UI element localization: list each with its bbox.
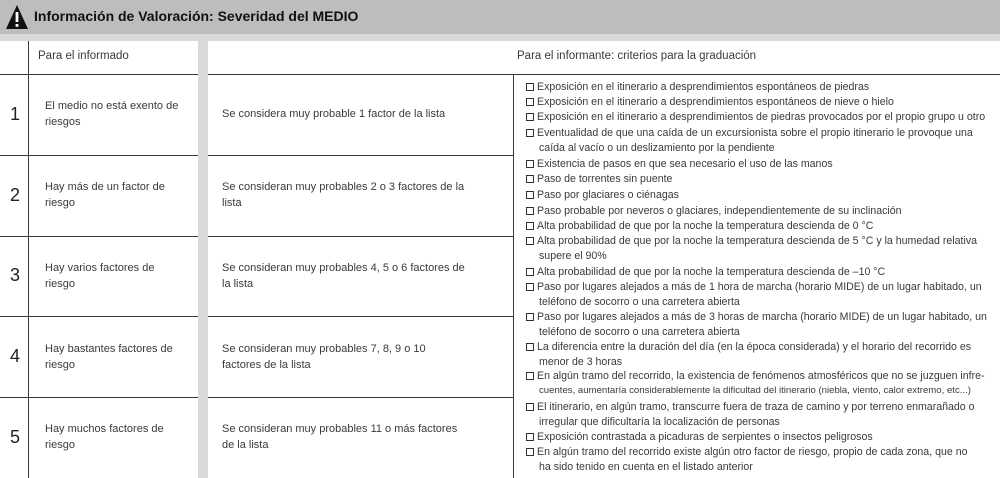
row-divider [0,397,198,398]
criterion-item[interactable]: Paso por lugares alejados a más de 3 horas de marcha (horario MIDE) de un lugar habitado, un teléfono de socorro o una carretera abierta [526,310,998,340]
criterion-item[interactable]: El itinerario, en algún tramo, transcurre fuera de traza de camino y por terreno enmarañado o irregular que dificultaría la localización de personas [526,400,998,430]
level-description: Hay bastantes factores de riesgo [45,343,173,371]
criterion-item[interactable]: Alta probabilidad de que por la noche la temperatura descienda de –10 °C [526,265,998,280]
row-divider [208,236,513,237]
checkbox-icon[interactable] [526,222,534,230]
level-description: Hay muchos factores de riesgo [45,423,164,451]
criteria-column-divider [513,74,514,478]
level-description: Hay más de un factor de riesgo [45,181,165,209]
checkbox-icon[interactable] [526,160,534,168]
checkbox-icon[interactable] [526,191,534,199]
header-divider-right [208,74,1000,75]
criterion-item[interactable]: Alta probabilidad de que por la noche la temperatura descienda de 0 °C [526,219,998,234]
criterion-item[interactable]: Paso de torrentes sin puente [526,172,998,187]
row-divider [208,155,513,156]
checkbox-icon[interactable] [526,372,534,380]
level-rule: Se consideran muy probables 7, 8, 9 o 10 factores de la lista [222,343,426,371]
level-rule: Se consideran muy probables 4, 5 o 6 factores de la lista [222,262,465,290]
page-header [0,0,1000,34]
checkbox-icon[interactable] [526,283,534,291]
criterion-item[interactable]: Exposición en el itinerario a desprendimientos espontáneos de piedras [526,80,998,95]
checkbox-icon[interactable] [526,268,534,276]
criterion-item[interactable]: Alta probabilidad de que por la noche la temperatura descienda de 5 °C y la humedad relativa supere el 90% [526,234,998,264]
level-description: El medio no está exento de riesgos [45,100,179,128]
level-number: 4 [10,346,21,366]
checkbox-icon[interactable] [526,237,534,245]
checkbox-icon[interactable] [526,448,534,456]
checkbox-icon[interactable] [526,343,534,351]
page-title: Información de Valoración: Severidad del MEDIO [34,8,359,24]
level-rule: Se consideran muy probables 2 o 3 factores de la lista [222,181,465,209]
column-header-informed: Para el informado [38,50,129,62]
level-column-divider [28,41,29,478]
checkbox-icon[interactable] [526,113,534,121]
criterion-item[interactable]: Paso por glaciares o ciénagas [526,188,998,203]
row-divider [0,155,198,156]
header-divider-left [0,74,198,75]
row-divider [0,236,198,237]
row-divider [0,316,198,317]
criterion-item[interactable]: Existencia de pasos en que sea necesario el uso de las manos [526,157,998,172]
criterion-item[interactable]: La diferencia entre la duración del día (en la época considerada) y el horario del recorrido es menor de 3 horas [526,340,998,370]
level-number: 3 [10,265,21,285]
criterion-item[interactable]: Exposición en el itinerario a desprendimientos de piedras provocados por el propio grupo u otro [526,110,998,125]
criterion-item[interactable]: En algún tramo del recorrido existe algún otro factor de riesgo, propio de cada zona, que no ha sido tenido en cuenta en el listado anterior [526,445,998,475]
checkbox-icon[interactable] [526,98,534,106]
warning-icon [5,4,29,30]
criterion-item[interactable]: Paso probable por neveros o glaciares, independientemente de su inclinación [526,204,998,219]
checkbox-icon[interactable] [526,175,534,183]
checkbox-icon[interactable] [526,313,534,321]
criterion-item[interactable]: En algún tramo del recorrido, la existencia de fenómenos atmosféricos que no se juzguen infre- cuentes, aumentaría considerablemente la dificultad del itinerario (niebla, viento, calor extremo, etc...) [526,369,998,399]
level-rule: Se considera muy probable 1 factor de la lista [222,108,446,120]
criterion-item[interactable]: Exposición en el itinerario a desprendimientos espontáneos de nieve o hielo [526,95,998,110]
criterion-item[interactable]: Eventualidad de que una caída de un excursionista sobre el propio itinerario le provoque una caída al vacío o un deslizamiento por la pendiente [526,126,998,156]
checkbox-icon[interactable] [526,403,534,411]
checkbox-icon[interactable] [526,129,534,137]
row-divider [208,397,513,398]
criterion-item[interactable]: Exposición contrastada a picaduras de serpientes o insectos peligrosos [526,430,998,445]
checkbox-icon[interactable] [526,83,534,91]
criterion-item[interactable]: Paso por lugares alejados a más de 1 hora de marcha (horario MIDE) de un lugar habitado, un teléfono de socorro o una carretera abierta [526,280,998,310]
level-number: 1 [10,104,21,124]
row-divider [208,316,513,317]
checkbox-icon[interactable] [526,207,534,215]
column-header-informant: Para el informante: criterios para la graduación [517,50,757,62]
checkbox-icon[interactable] [526,433,534,441]
level-number: 5 [10,427,21,447]
level-rule: Se consideran muy probables 11 o más factores de la lista [222,423,458,451]
level-description: Hay varios factores de riesgo [45,262,155,290]
level-number: 2 [10,185,21,205]
